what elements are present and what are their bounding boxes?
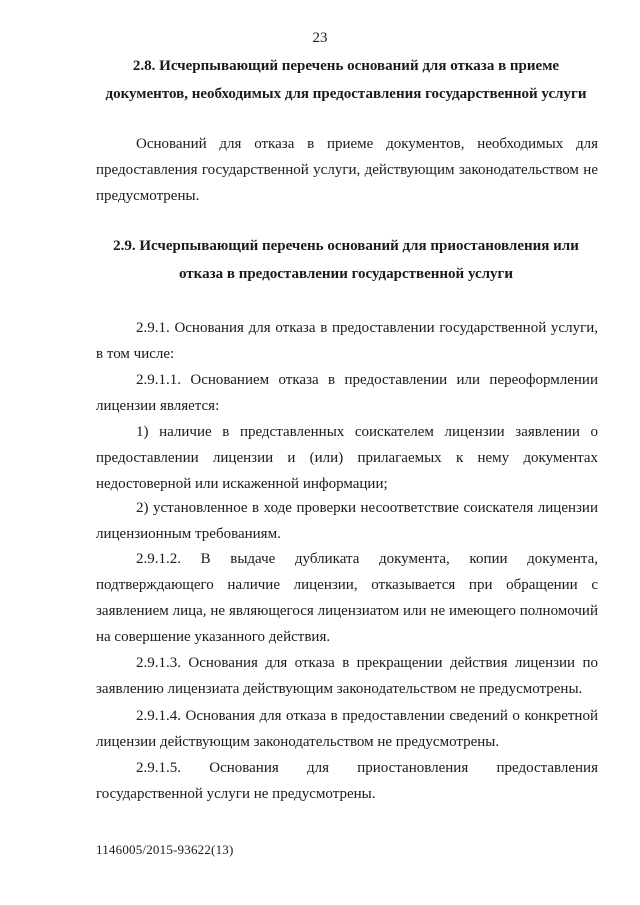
- paragraph-2-9-1-3: 2.9.1.3. Основания для отказа в прекращении действия лицензии по заявлению лицензиата действующим законодательством не предусмотрены.: [96, 655, 598, 697]
- paragraph-2-9-1-4: 2.9.1.4. Основания для отказа в предоставлении сведений о конкретной лицензии действующим законодательством не предусмотрены.: [96, 708, 598, 750]
- section-2-8-text: Оснований для отказа в приеме документов, необходимых для предоставления государственной услуги, действующим законодательством не предусмотрены.: [96, 136, 598, 204]
- paragraph-item-1: 1) наличие в представленных соискателем лицензии заявлении о предоставлении лицензии и (или) прилагаемых к нему документах недостоверной или искаженной информации;: [96, 424, 598, 492]
- document-code: 1146005/2015-93622(13): [96, 842, 234, 857]
- page-number: 23: [312, 30, 328, 46]
- section-2-9-heading: 2.9. Исчерпывающий перечень оснований для приостановления или отказа в предоставлении государственной услуги: [113, 238, 579, 282]
- paragraph-2-9-1-2: 2.9.1.2. В выдаче дубликата документа, копии документа, подтверждающего наличие лицензии, отказывается при обращении с заявлением лица, не являющегося лицензиатом или не имеющего полномочий на совершение указанного действия.: [96, 551, 598, 645]
- section-2-8-heading: 2.8. Исчерпывающий перечень оснований для отказа в приеме документов, необходимых для предоставления государственной услуги: [105, 58, 587, 102]
- paragraph-2-9-1-1: 2.9.1.1. Основанием отказа в предоставлении или переоформлении лицензии является:: [96, 372, 598, 414]
- paragraph-2-9-1: 2.9.1. Основания для отказа в предоставлении государственной услуги, в том числе:: [96, 320, 598, 362]
- paragraph-item-2: 2) установленное в ходе проверки несоответствие соискателя лицензии лицензионным требованиям.: [96, 500, 598, 542]
- paragraph-2-9-1-5: 2.9.1.5. Основания для приостановления предоставления государственной услуги не предусмотрены.: [96, 760, 598, 802]
